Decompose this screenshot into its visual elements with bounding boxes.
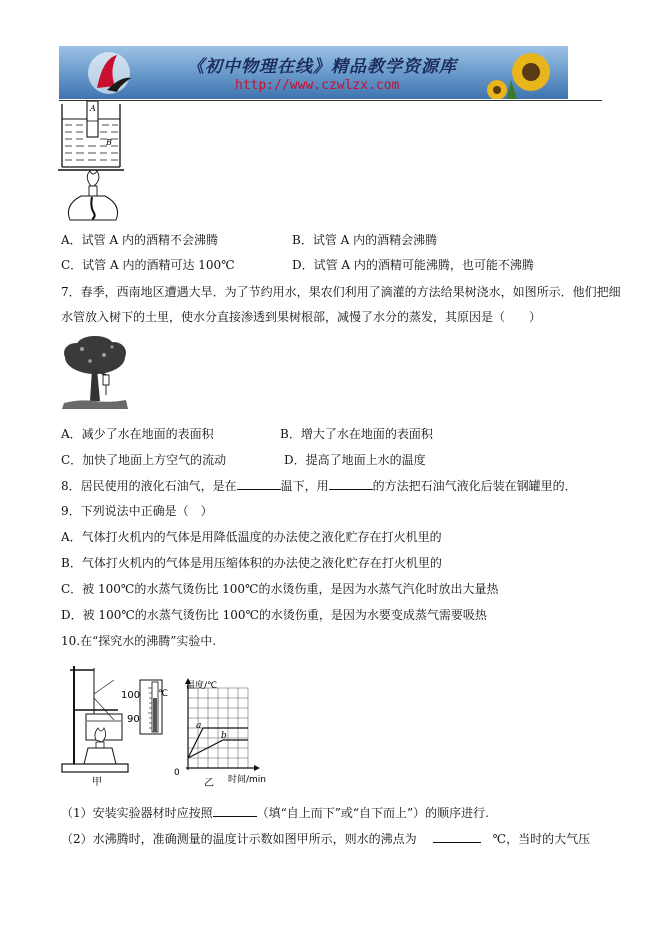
q8-text-2: 温下，用: [280, 479, 329, 493]
sunflower-icon: [487, 53, 550, 99]
q9-stem: 9．下列说法中正确是（ ）: [61, 504, 213, 518]
q6-figure: [56, 101, 146, 225]
q10-sub1-text-a: （1）安装实验器材时应按照: [61, 806, 213, 820]
header-banner: [59, 46, 568, 99]
q7-option-a: A．减少了水在地面的表面积: [61, 427, 214, 441]
q7-tree-figure: [60, 335, 130, 413]
q6-option-b: B．试管 A 内的酒精会沸腾: [292, 233, 438, 247]
y-axis-label: 温度/℃: [186, 681, 218, 691]
q8-stem: [61, 477, 577, 494]
q10-sub2-text-a: （2）水沸腾时，准确测量的温度计示数如图甲所示，则水的沸点为: [61, 832, 417, 846]
apparatus-jia: [62, 666, 128, 772]
q7-stem-line2: 水管放入树下的土里，使水分直接渗透到果树根部，减慢了水分的蒸发，其原因是（ ）: [61, 310, 542, 324]
q10-sub1-text-b: （填“自上而下”或“自下而上”）的顺序进行.: [256, 806, 489, 820]
site-title: 《初中物理在线》精品教学资源库: [187, 57, 457, 77]
q8-blank-2[interactable]: [329, 478, 373, 490]
q9-option-d: D．被 100℃的水蒸气烫伤比 100℃的水烫伤重，是因为水要变成蒸气需要吸热: [61, 608, 487, 622]
line-a-label: a: [196, 721, 202, 731]
q10-sub2-blank[interactable]: [433, 831, 481, 843]
graph-yi: [174, 678, 266, 789]
q9-option-b: B．气体打火机内的气体是用压缩体积的办法使之液化贮存在打火机里的: [61, 556, 442, 570]
q7-option-b: B．增大了水在地面的表面积: [280, 427, 433, 441]
q7-option-d: D．提高了地面上水的温度: [284, 453, 426, 467]
thermo-unit: ℃: [158, 689, 169, 699]
q10-sub1-blank[interactable]: [213, 805, 257, 817]
q10-sub1: [61, 804, 489, 821]
site-url[interactable]: http://www.czwlzx.com: [235, 78, 400, 93]
figure-label-yi: 乙: [204, 778, 214, 789]
line-b-label: b: [221, 731, 227, 741]
thermo-label-90: 90: [127, 714, 140, 725]
q10-sub2-text-b: ℃，当时的大气压: [492, 832, 591, 846]
origin-label: 0: [174, 768, 180, 778]
label-b: B: [106, 138, 112, 147]
q8-text-1: 8．居民使用的液化石油气，是在: [61, 479, 237, 493]
q6-option-d: D．试管 A 内的酒精可能沸腾，也可能不沸腾: [292, 258, 534, 272]
q6-option-c: C．试管 A 内的酒精可达 100℃: [61, 258, 235, 272]
figure-label-jia: 甲: [92, 777, 102, 788]
q6-option-a: A．试管 A 内的酒精不会沸腾: [61, 233, 218, 247]
q10-stem: 10.在“探究水的沸腾”实验中.: [61, 634, 217, 648]
x-axis-label: 时间/min: [228, 775, 267, 785]
q8-text-3: 的方法把石油气液化后装在钢罐里的．: [372, 479, 577, 493]
q9-option-a: A．气体打火机内的气体是用降低温度的办法使之液化贮存在打火机里的: [61, 530, 442, 544]
q10-sub2: [61, 830, 590, 847]
q8-blank-1[interactable]: [237, 478, 281, 490]
q9-option-c: C．被 100℃的水蒸气烫伤比 100℃的水烫伤重，是因为水蒸气汽化时放出大量热: [61, 582, 499, 596]
thermo-label-100: 100: [121, 690, 141, 701]
label-a: A: [90, 104, 96, 113]
q10-figure: [58, 658, 290, 794]
q7-option-c: C．加快了地面上方空气的流动: [61, 453, 227, 467]
q7-stem-line1: 7．春季，西南地区遭遇大旱．为了节约用水，果农们利用了滴灌的方法给果树浇水，如图所示．他们把细: [61, 285, 621, 299]
